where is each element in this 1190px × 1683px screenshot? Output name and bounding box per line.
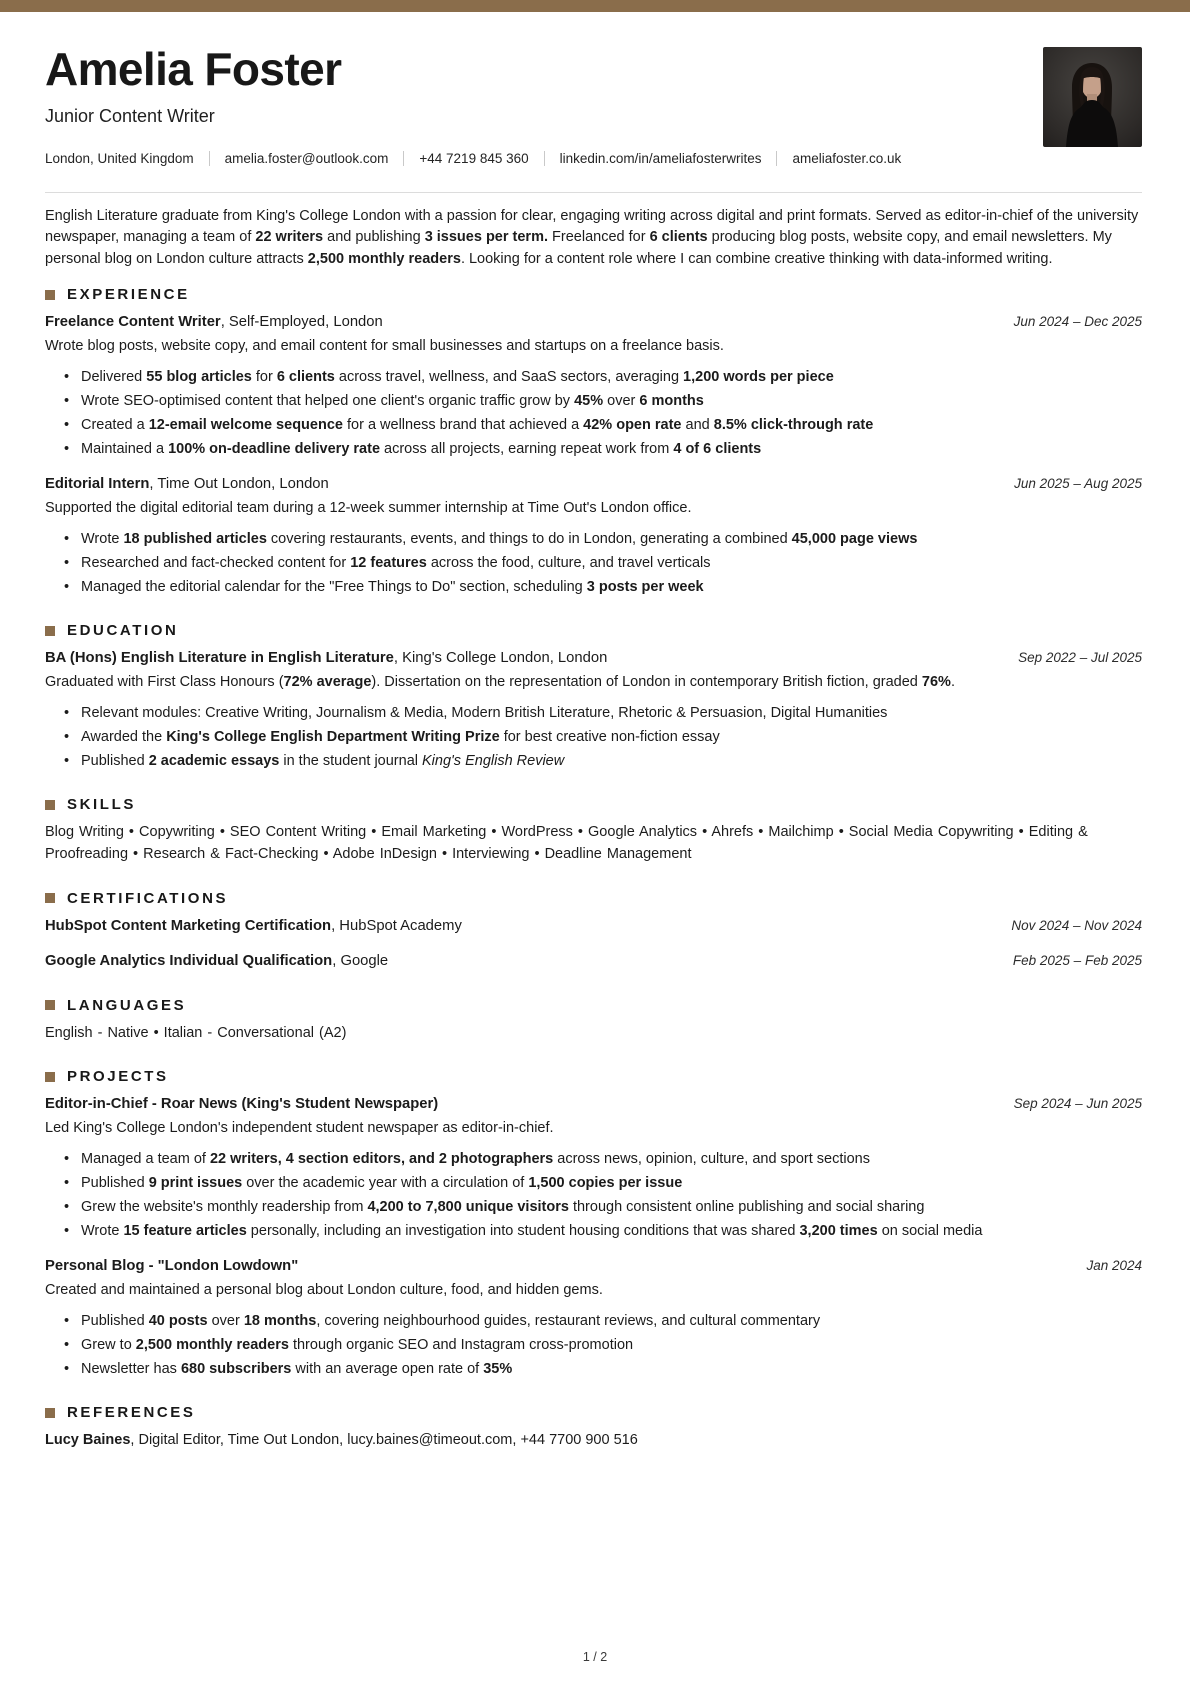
contact-separator — [403, 151, 404, 166]
languages-list: English - Native • Italian - Conversational (A2) — [45, 1024, 347, 1041]
references-heading-row — [45, 1404, 1142, 1421]
person-name: Amelia Foster — [45, 43, 342, 95]
bullet-item: • Published 40 posts over 18 months, covering neighbourhood guides, restaurant reviews, and cultural commentary — [45, 1311, 1142, 1332]
entry-title: Editorial Intern — [45, 476, 150, 493]
contact-separator — [544, 151, 545, 166]
entry-date: Sep 2024 – Jun 2025 — [1013, 1096, 1142, 1112]
education-entry — [45, 648, 1142, 772]
page-indicator: 1 / 2 — [582, 1650, 608, 1664]
header — [45, 12, 1142, 147]
section-marker-icon — [45, 1072, 55, 1082]
experience-section — [45, 286, 1142, 598]
entry-title: Freelance Content Writer — [45, 314, 221, 331]
contact-separator — [209, 151, 210, 166]
certifications-heading-row — [45, 890, 1142, 907]
bullet-item: • Researched and fact-checked content for 12 features across the food, culture, and travel verticals — [45, 553, 1142, 574]
skills-heading: SKILLS — [67, 796, 136, 814]
skills-heading-row — [45, 796, 1142, 813]
entry-title-line — [45, 1094, 438, 1115]
entry-description: Wrote blog posts, website copy, and email content for small businesses and startups on a freelance basis. — [45, 337, 724, 354]
entry-date: Nov 2024 – Nov 2024 — [1011, 917, 1142, 933]
bullet-item: • Managed the editorial calendar for the "Free Things to Do" section, scheduling 3 posts per week — [45, 577, 1142, 598]
entry-header — [45, 1256, 1142, 1277]
skills-list: Blog Writing • Copywriting • SEO Content Writing • Email Marketing • WordPress • Google Analytics • Ahrefs • Mailchimp • Social Media Copywriting • Editing & Proofreading • Research & Fact-Checking • Adobe InDesign • Interviewing • Deadline Management — [45, 824, 1088, 862]
references-heading: REFERENCES — [67, 1404, 196, 1422]
bullet-item: • Awarded the King's College English Department Writing Prize for best creative non-fiction essay — [45, 727, 1142, 748]
section-marker-icon — [45, 800, 55, 810]
entry-date: Feb 2025 – Feb 2025 — [1012, 953, 1142, 969]
experience-heading-row — [45, 286, 1142, 303]
profile-photo — [1043, 47, 1142, 147]
entry-description: Graduated with First Class Honours (72% average). Dissertation on the representation of London in contemporary British fiction, graded 76%. — [45, 673, 955, 690]
entry-title-line — [45, 916, 462, 937]
bullet-item: • Managed a team of 22 writers, 4 section editors, and 2 photographers across news, opinion, culture, and sport sections — [45, 1149, 1142, 1170]
entry-date: Jun 2025 – Aug 2025 — [1014, 476, 1142, 492]
top-accent-bar — [0, 0, 1190, 12]
bullet-item: • Newsletter has 680 subscribers with an average open rate of 35% — [45, 1359, 1142, 1380]
bullet-item: • Published 2 academic essays in the student journal King's English Review — [45, 751, 1142, 772]
section-marker-icon — [45, 1000, 55, 1010]
entry-title: BA (Hons) English Literature in English Literature — [45, 650, 394, 667]
projects-heading: PROJECTS — [67, 1068, 169, 1086]
project-entry — [45, 1094, 1142, 1242]
languages-section — [45, 997, 1142, 1045]
entry-header — [45, 312, 1142, 333]
bullet-item: • Wrote SEO-optimised content that helped one client's organic traffic grow by 45% over 6 months — [45, 391, 1142, 412]
bullet-list — [45, 1149, 1142, 1242]
contact-website: ameliafoster.co.uk — [792, 151, 902, 166]
bullet-item: • Published 9 print issues over the academic year with a circulation of 1,500 copies per issue — [45, 1173, 1142, 1194]
entry-subtitle: , Time Out London, London — [149, 476, 329, 493]
bullet-list — [45, 703, 1142, 772]
entry-date: Jan 2024 — [1086, 1258, 1142, 1274]
contact-separator — [776, 151, 777, 166]
contact-email: amelia.foster@outlook.com — [224, 151, 389, 166]
summary-text: English Literature graduate from King's College London with a passion for clear, engaging writing across digital and print formats. Served as editor-in-chief of the university newspaper, managing a team of 22 writers and publishing 3 issues per term. Freelanced for 6 clients producing blog posts, website copy, and email newsletters. My personal blog on London culture attracts 2,500 monthly readers. Looking for a content role where I can combine creative thinking with data-informed writing. — [45, 208, 1139, 267]
bullet-list — [45, 1311, 1142, 1380]
education-heading-row — [45, 622, 1142, 639]
bullet-item: • Relevant modules: Creative Writing, Journalism & Media, Modern British Literature, Rhetoric & Persuasion, Digital Humanities — [45, 703, 1142, 724]
section-marker-icon — [45, 1408, 55, 1418]
entry-header — [45, 916, 1142, 937]
entry-description: Led King's College London's independent student newspaper as editor-in-chief. — [45, 1119, 554, 1136]
entry-description: Supported the digital editorial team during a 12-week summer internship at Time Out's London office. — [45, 499, 692, 516]
entry-subtitle: , HubSpot Academy — [331, 917, 462, 934]
entry-header — [45, 474, 1142, 495]
certifications-section — [45, 890, 1142, 973]
bullet-item: • Delivered 55 blog articles for 6 clients across travel, wellness, and SaaS sectors, averaging 1,200 words per piece — [45, 367, 1142, 388]
bullet-item: • Wrote 15 feature articles personally, including an investigation into student housing conditions that was shared 3,200 times on social media — [45, 1221, 1142, 1242]
bullet-item: • Wrote 18 published articles covering restaurants, events, and things to do in London, generating a combined 45,000 page views — [45, 529, 1142, 550]
entry-title-line — [45, 648, 607, 669]
bullet-item: • Grew to 2,500 monthly readers through organic SEO and Instagram cross-promotion — [45, 1335, 1142, 1356]
certification-entry — [45, 916, 1142, 937]
bullet-list — [45, 529, 1142, 598]
entry-title-line — [45, 1256, 298, 1277]
contact-linkedin: linkedin.com/in/ameliafosterwrites — [559, 151, 762, 166]
header-divider — [45, 192, 1142, 193]
entry-subtitle: , Google — [332, 953, 389, 970]
bullet-item: • Grew the website's monthly readership from 4,200 to 7,800 unique visitors through consistent online publishing and social sharing — [45, 1197, 1142, 1218]
reference-line: Lucy Baines, Digital Editor, Time Out London, lucy.baines@timeout.com, +44 7700 900 516 — [45, 1432, 638, 1449]
entry-title: HubSpot Content Marketing Certification — [45, 917, 332, 934]
entry-header — [45, 1094, 1142, 1115]
bullet-item: • Created a 12-email welcome sequence for a wellness brand that achieved a 42% open rate and 8.5% click-through rate — [45, 415, 1142, 436]
projects-section — [45, 1068, 1142, 1380]
languages-heading-row — [45, 997, 1142, 1014]
header-text — [45, 45, 341, 127]
portrait-photo-illustration — [1043, 47, 1142, 147]
education-section — [45, 622, 1142, 772]
entry-date: Jun 2024 – Dec 2025 — [1013, 314, 1142, 330]
section-marker-icon — [45, 290, 55, 300]
experience-entry — [45, 474, 1142, 598]
certification-entry — [45, 951, 1142, 972]
contact-phone: +44 7219 845 360 — [419, 151, 529, 166]
entry-title: Editor-in-Chief - Roar News (King's Student Newspaper) — [45, 1096, 439, 1113]
education-heading: EDUCATION — [67, 622, 179, 640]
entry-description: Created and maintained a personal blog about London culture, food, and hidden gems. — [45, 1281, 603, 1298]
certifications-heading: CERTIFICATIONS — [67, 889, 229, 907]
languages-heading: LANGUAGES — [67, 996, 187, 1014]
entry-subtitle: , Self-Employed, London — [220, 314, 383, 331]
entry-header — [45, 951, 1142, 972]
resume-body — [0, 12, 1190, 1452]
references-section — [45, 1404, 1142, 1451]
job-title: Junior Content Writer — [45, 106, 215, 127]
bullet-list — [45, 367, 1142, 460]
entry-title: Google Analytics Individual Qualification — [45, 953, 333, 970]
contact-row — [45, 151, 1142, 166]
projects-heading-row — [45, 1068, 1142, 1085]
entry-title-line — [45, 951, 388, 972]
contact-location: London, United Kingdom — [45, 151, 194, 166]
experience-heading: EXPERIENCE — [67, 286, 190, 304]
section-marker-icon — [45, 626, 55, 636]
entry-header — [45, 648, 1142, 669]
skills-section — [45, 796, 1142, 866]
section-marker-icon — [45, 893, 55, 903]
entry-title: Personal Blog - "London Lowdown" — [45, 1258, 299, 1275]
bullet-item: • Maintained a 100% on-deadline delivery rate across all projects, earning repeat work from 4 of 6 clients — [45, 439, 1142, 460]
entry-subtitle: , King's College London, London — [393, 650, 608, 667]
experience-entry — [45, 312, 1142, 460]
entry-title-line — [45, 312, 383, 333]
entry-title-line — [45, 474, 329, 495]
project-entry — [45, 1256, 1142, 1380]
entry-date: Sep 2022 – Jul 2025 — [1018, 650, 1142, 666]
